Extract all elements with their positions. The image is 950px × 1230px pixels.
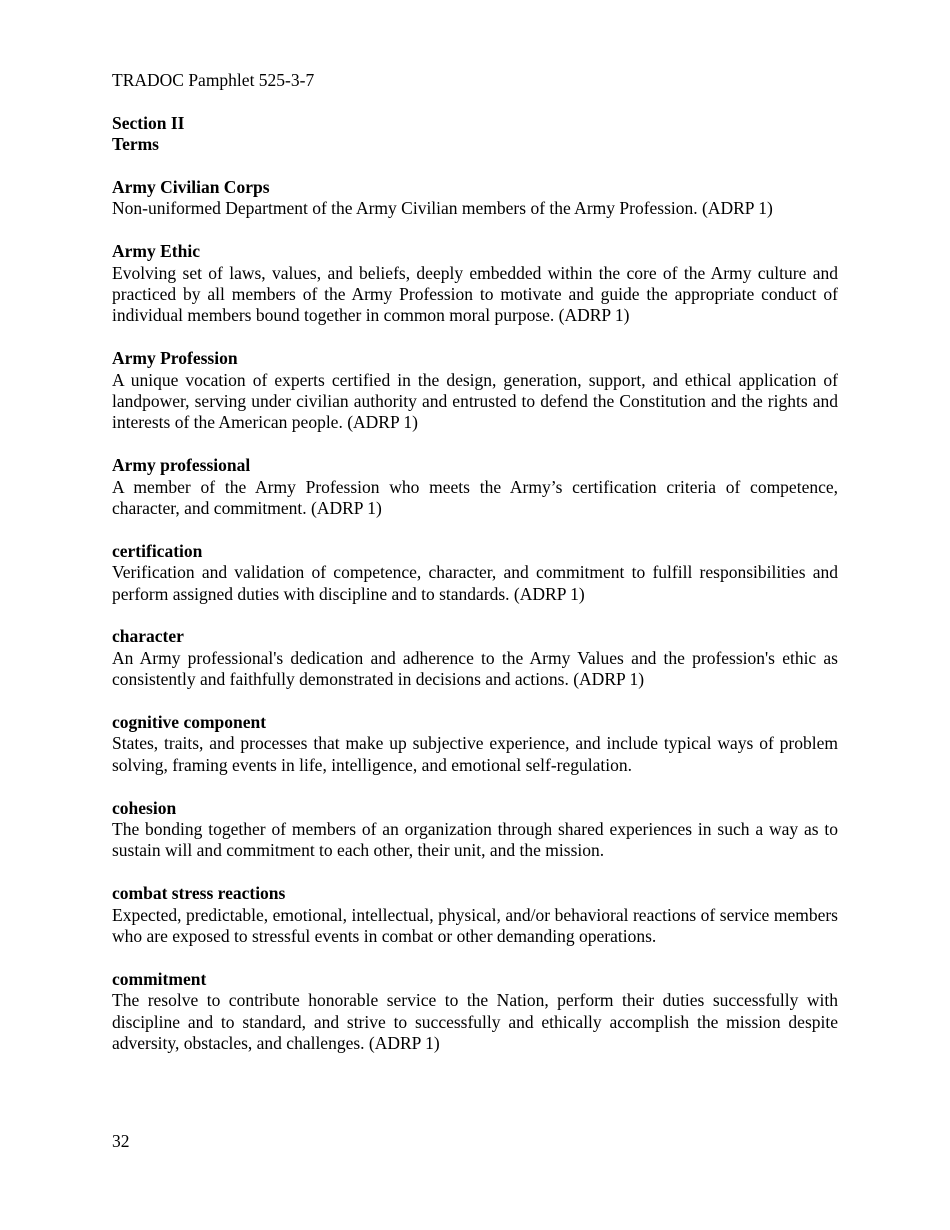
term-name: certification (112, 540, 203, 561)
term-definition: States, traits, and processes that make up subjective experience, and include typical ways of problem solving, framing events in life, intelligence, and emotional self-regulation. (112, 733, 838, 775)
terms-list (112, 177, 838, 1076)
term-name: commitment (112, 968, 207, 989)
section-number: Section II (112, 113, 185, 133)
term-name: cognitive component (112, 712, 267, 733)
section-title: Terms (112, 134, 159, 154)
term-definition: An Army professional's dedication and adherence to the Army Values and the profession's ethic as consistently and faithfully demonstrated in decisions and actions. (ADRP 1) (112, 647, 838, 690)
term-entry (112, 241, 838, 327)
term-entry (112, 455, 838, 519)
term-entry (112, 798, 838, 862)
term-definition: Verification and validation of competence, character, and commitment to fulfill responsibilities and perform assigned duties with discipline and to standards. (ADRP 1) (112, 562, 838, 604)
term-entry (112, 969, 838, 1055)
term-name: Army professional (112, 455, 251, 476)
term-definition: Evolving set of laws, values, and beliefs, deeply embedded within the core of the Army culture and practiced by all members of the Army Profession to motivate and guide the appropriate conduct of individual members bound together in common moral purpose. (ADRP 1) (112, 262, 838, 326)
term-entry (112, 883, 838, 947)
term-name: character (112, 626, 184, 647)
term-entry (112, 712, 838, 776)
term-name: Army Civilian Corps (112, 177, 270, 197)
term-name: combat stress reactions (112, 883, 286, 904)
section-heading (112, 113, 184, 155)
term-name: Army Profession (112, 348, 238, 369)
running-header: TRADOC Pamphlet 525-3-7 (112, 70, 315, 90)
term-definition: Non-uniformed Department of the Army Civilian members of the Army Profession. (ADRP 1) (112, 198, 773, 219)
term-entry (112, 177, 838, 220)
page-number: 32 (112, 1131, 130, 1151)
term-definition: The resolve to contribute honorable service to the Nation, perform their duties successfully with discipline and to standard, and strive to successfully and ethically accomplish the mission despite adversity, obstacles, and challenges. (ADRP 1) (112, 990, 838, 1054)
term-name: cohesion (112, 797, 177, 818)
term-entry (112, 626, 838, 690)
term-definition: Expected, predictable, emotional, intellectual, physical, and/or behavioral reactions of service members who are exposed to stressful events in combat or other demanding operations. (112, 904, 838, 947)
term-definition: A unique vocation of experts certified in the design, generation, support, and ethical application of landpower, serving under civilian authority and entrusted to defend the Constitution and the rights and interests of the American people. (ADRP 1) (112, 369, 838, 433)
document-page (112, 0, 838, 1230)
term-definition: A member of the Army Profession who meets the Army’s certification criteria of competence, character, and commitment. (ADRP 1) (112, 476, 838, 519)
term-name: Army Ethic (112, 241, 200, 262)
term-entry (112, 541, 838, 605)
term-entry (112, 348, 838, 434)
term-definition: The bonding together of members of an organization through shared experiences in such a way as to sustain will and commitment to each other, their unit, and the mission. (112, 819, 838, 861)
